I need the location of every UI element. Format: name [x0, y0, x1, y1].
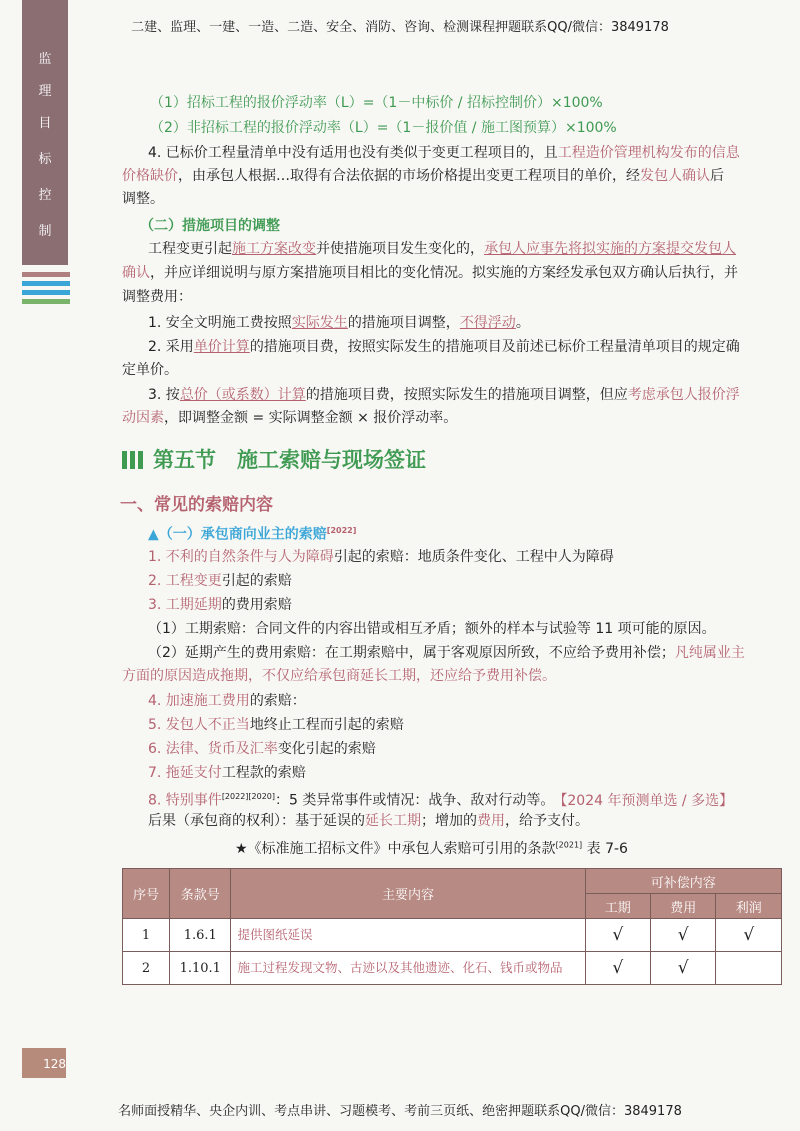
claims-clause-table — [122, 868, 782, 985]
claim-result: 后果（承包商的权利）：基于延误的延长工期；增加的费用，给予支付。 — [148, 813, 589, 829]
check-mark: √ — [716, 919, 782, 952]
check-mark: √ — [650, 952, 715, 985]
measure-item-2: 2. 采用单价计算的措施项目费，按照实际发生的措施项目及前述已标价工程量清单项目的规定确 — [148, 339, 740, 355]
sidebar-chapter-tab — [22, 0, 68, 265]
item-4-line-1: 4. 已标价工程量清单中没有适用也没有类似于变更工程项目的，且工程造价管理机构发布的信息 — [148, 145, 740, 161]
sidebar-char: 标 — [38, 152, 52, 167]
formula-line-1: （1）招标工程的报价浮动率（L）=（1－中标价 / 招标控制价）×100% — [150, 95, 603, 111]
table-header-clause: 条款号 — [170, 869, 231, 919]
claim-item-7: 7. 拖延支付工程款的索赔 — [148, 765, 306, 781]
item-4-line-2: 价格缺价，由承包人根据…取得有合法依据的市场价格提出变更工程项目的单价，经发包人确认后 — [122, 168, 724, 184]
table-row: 1 1.6.1 提供图纸延误 √ √ √ — [123, 919, 782, 952]
measure-item-3: 3. 按总价（或系数）计算的措施项目费，按照实际发生的措施项目调整，但应考虑承包人报价浮 — [148, 387, 740, 403]
claim-item-6: 6. 法律、货币及汇率变化引起的索赔 — [148, 741, 376, 757]
check-mark: √ — [585, 919, 650, 952]
check-mark — [716, 952, 782, 985]
claim-item-3-1: （1）工期索赔：合同文件的内容出错或相互矛盾；额外的样本与试验等 11 项可能的原因。 — [148, 621, 716, 637]
measure-item-3-cont: 动因素，即调整金额 = 实际调整金额 × 报价浮动率。 — [122, 410, 458, 426]
page-footer: 名师面授精华、央企内训、考点串讲、习题模考、考前三页纸、绝密押题联系QQ/微信：3849178 — [118, 1104, 682, 1119]
claim-item-2: 2. 工程变更引起的索赔 — [148, 573, 292, 589]
heading-contractor-claims: ▲（一）承包商向业主的索赔[2022] — [148, 526, 357, 543]
paragraph-line-3: 调整费用： — [122, 289, 192, 305]
item-4-line-3: 调整。 — [122, 191, 164, 207]
measure-item-2-cont: 定单价。 — [122, 362, 178, 378]
table-header-content: 主要内容 — [231, 869, 585, 919]
claim-item-3-2: （2）延期产生的费用索赔：在工期索赔中，属于客观原因所致，不应给予费用补偿；凡纯属业主 — [148, 645, 745, 661]
sidebar-char: 监 — [38, 52, 52, 67]
sidebar-char: 理 — [38, 84, 52, 99]
check-mark: √ — [650, 919, 715, 952]
table-subheader-cost: 费用 — [650, 894, 715, 919]
measure-item-1: 1. 安全文明施工费按照实际发生的措施项目调整，不得浮动。 — [148, 315, 530, 331]
claim-item-5: 5. 发包人不正当地终止工程而引起的索赔 — [148, 717, 404, 733]
table-row: 2 1.10.1 施工过程发现文物、古迹以及其他遗迹、化石、钱币或物品 √ √ — [123, 952, 782, 985]
formula-line-2: （2）非招标工程的报价浮动率（L）=（1－报价值 / 施工图预算）×100% — [150, 120, 617, 136]
sidebar-color-bars — [22, 272, 70, 308]
claim-item-4: 4. 加速施工费用的索赔： — [148, 693, 306, 709]
sidebar-char: 目 — [38, 116, 52, 131]
sidebar-char: 控 — [38, 188, 52, 203]
subsection-title: （二）措施项目的调整 — [140, 218, 280, 234]
section-title: 第五节 施工索赔与现场签证 — [122, 444, 426, 474]
page-header: 二建、监理、一建、一造、二造、安全、消防、咨询、检测课程押题联系QQ/微信：3849178 — [131, 20, 669, 35]
check-mark: √ — [585, 952, 650, 985]
paragraph-line-2: 确认，并应详细说明与原方案措施项目相比的变化情况。拟实施的方案经发承包双方确认后执行，并 — [122, 265, 738, 281]
heading-claims: 一、常见的索赔内容 — [120, 495, 273, 515]
table-title: ★《标准施工招标文件》中承包人索赔可引用的条款[2021] 表 7-6 — [235, 840, 628, 857]
table-subheader-time: 工期 — [585, 894, 650, 919]
page-number: 128 — [43, 1057, 66, 1071]
table-header-compensation: 可补偿内容 — [585, 869, 782, 894]
claim-item-1: 1. 不利的自然条件与人为障碍引起的索赔：地质条件变化、工程中人为障碍 — [148, 549, 614, 565]
paragraph-line-1: 工程变更引起施工方案改变并使措施项目发生变化的，承包人应事先将拟实施的方案提交发包人 — [148, 241, 736, 257]
table-header-no: 序号 — [123, 869, 170, 919]
claim-item-8: 8. 特别事件[2022][2020]：5 类异常事件或情况：战争、敌对行动等。 【2024 年预测单选 / 多选】 — [148, 792, 734, 809]
claim-item-3: 3. 工期延期的费用索赔 — [148, 597, 292, 613]
claim-item-3-2-cont: 方面的原因造成拖期，不仅应给承包商延长工期，还应给予费用补偿。 — [122, 668, 556, 684]
table-subheader-profit: 利润 — [716, 894, 782, 919]
sidebar-char: 制 — [38, 224, 52, 239]
